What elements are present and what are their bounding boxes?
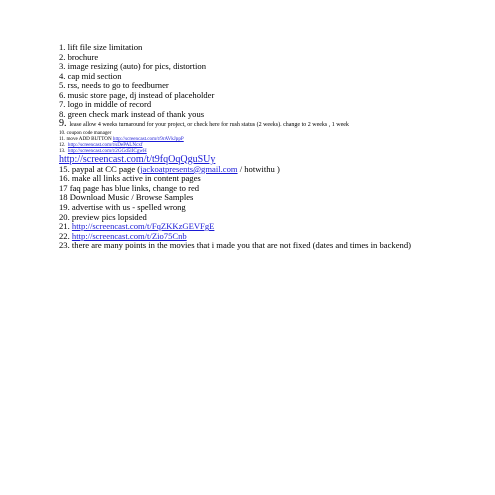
list-item-12-link[interactable]: http://screencast.com/t/sDePALNcxf — [67, 142, 143, 149]
list-item-14-link[interactable]: http://screencast.com/t/t9fqOqQguSUy — [59, 153, 216, 165]
list-item-3: 3. image resizing (auto) for pics, distortion — [59, 61, 207, 72]
list-item-16: 16. make all links active in content pages — [59, 173, 201, 184]
list-item-15-after: / hotwithu ) — [237, 163, 280, 174]
list-item-13-link[interactable]: http://screencast.com/t/2GGd5lICgwH — [67, 148, 147, 155]
list-item-18: 18 Download Music / Browse Samples — [59, 192, 194, 203]
document-body — [59, 43, 459, 251]
list-item-15-email-link[interactable]: jackoatpresents@gmail.com — [140, 163, 238, 174]
list-item-17: 17 faq page has blue links, change to red — [59, 182, 200, 193]
list-item-20: 20. preview pics lopsided — [59, 211, 147, 222]
list-item-22-text: 22. — [59, 230, 72, 241]
list-item-5: 5. rss, needs to go to feedburner — [59, 80, 169, 91]
list-item-6: 6. music store page, dj instead of placeholder — [59, 89, 215, 100]
list-item-15-text: 15. paypal at CC page ( — [59, 163, 141, 174]
list-item-9-text: lease allow 4 weeks turnaround for your project, or check here for rush status (2 weeks). change to 2 weeks , 1 week — [69, 122, 349, 129]
list-item-9-number: 9. — [59, 118, 67, 130]
list-item-4: 4. cap mid section — [59, 70, 122, 81]
list-item-2: 2. brochure — [59, 51, 99, 62]
list-item-1: 1. lift file size limitation — [59, 42, 143, 52]
list-item-21-link[interactable]: http://screencast.com/t/FqZKKzGEVFgE — [71, 221, 215, 232]
list-item-21-text: 21. — [59, 221, 72, 232]
list-item-19: 19. advertise with us - spelled wrong — [59, 201, 186, 212]
list-item-7: 7. logo in middle of record — [59, 99, 152, 110]
list-item-9 — [59, 119, 459, 129]
list-item-11-link[interactable]: http://screencast.com/t/9rAVkJppP — [112, 135, 184, 142]
list-item-23: 23. there are many points in the movies that i made you that are not fixed (dates and times in backend) — [59, 240, 411, 251]
list-item-12-number: 12. — [59, 142, 66, 149]
list-item-8: 8. green check mark instead of thank yous — [59, 108, 205, 119]
list-item-13-number: 13. — [59, 148, 66, 155]
list-item-22-link[interactable]: http://screencast.com/t/Zio75Cnb — [71, 230, 187, 241]
list-item-11-text: 11. move ADD BUTTON — [59, 135, 112, 142]
list-item-10: 10. coupon code manager — [59, 129, 112, 136]
